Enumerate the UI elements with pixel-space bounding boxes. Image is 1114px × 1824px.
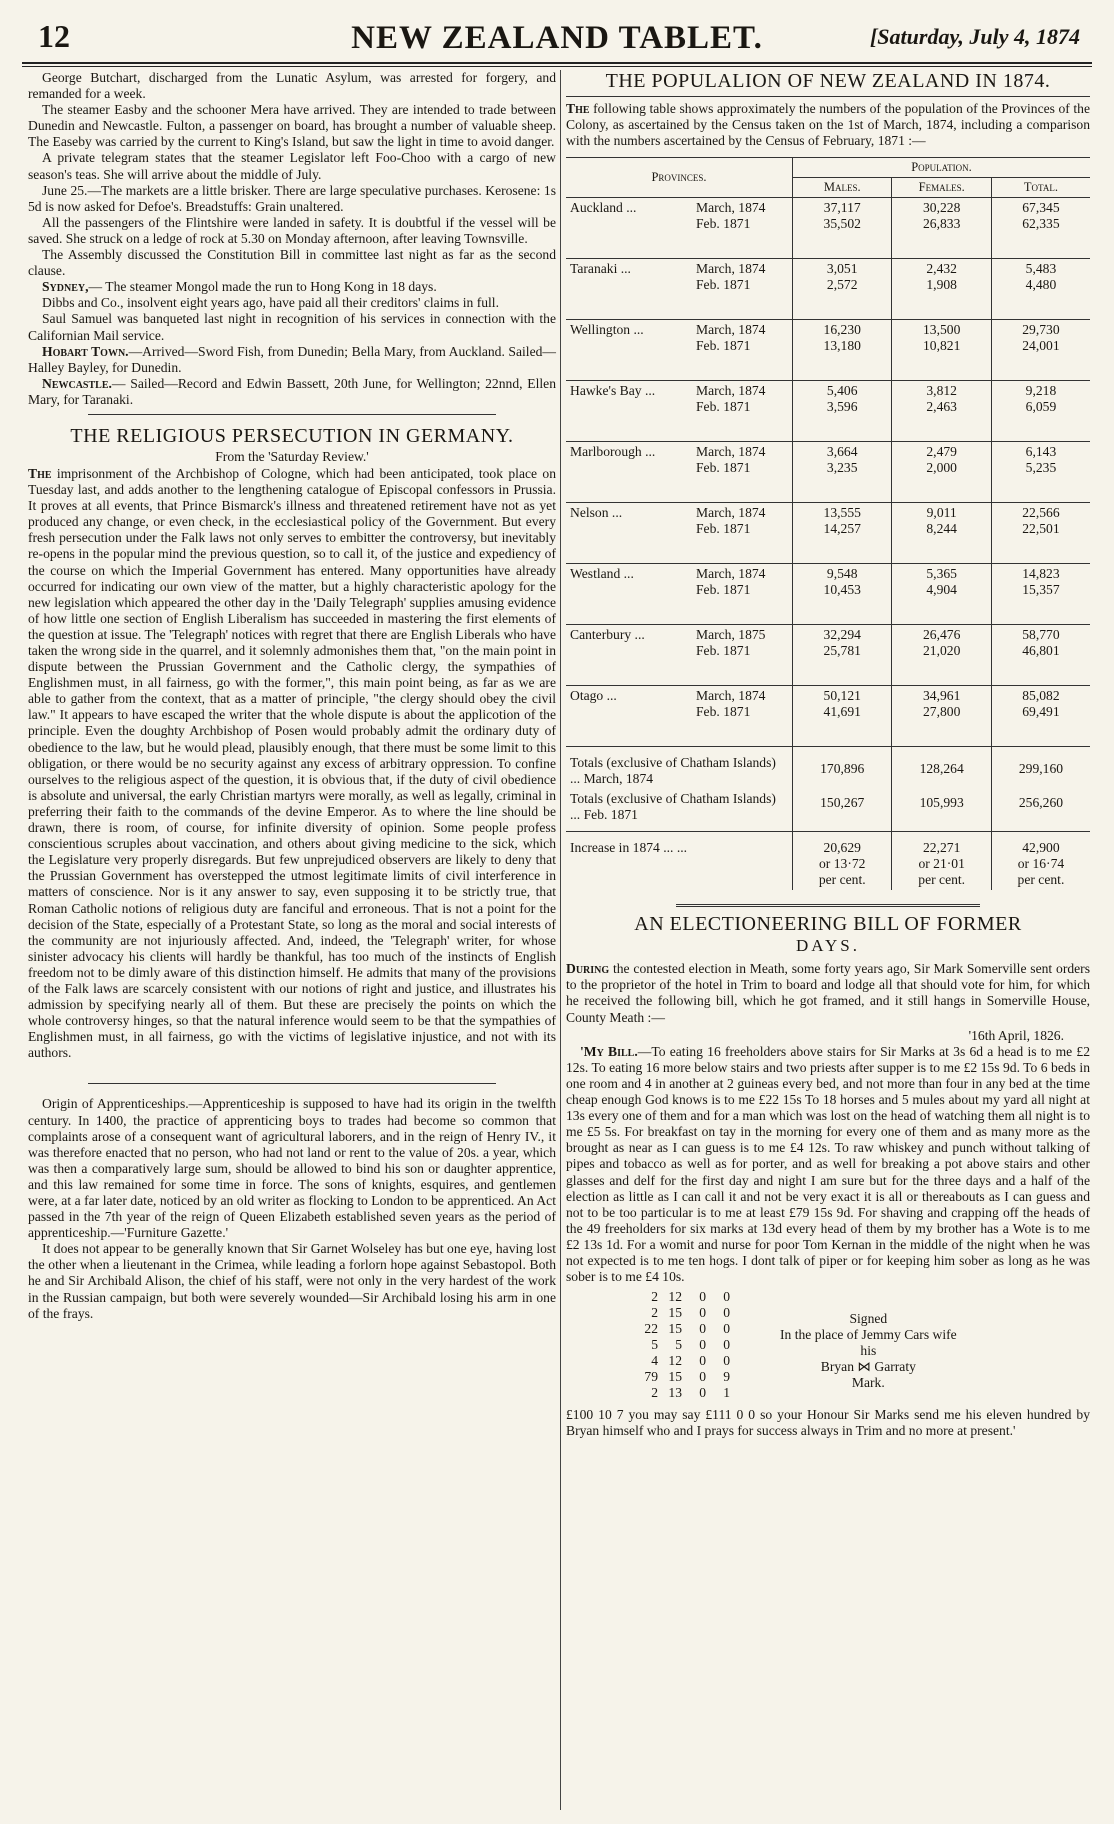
males-cell: 32,294 25,781: [793, 625, 892, 686]
province-row: [566, 259, 1090, 320]
population-intro: The following table shows approximately the numbers of the population of the Provinces of the Colony, as ascertained by the Census taken on the 1st of March, 1874, including a comparison with the numbers ascertained by the Census of February, 1871 :—: [566, 101, 1090, 149]
males-cell: 5,406 3,596: [793, 381, 892, 442]
news-item: A private telegram states that the steamer Legislator left Foo-Choo with a cargo of new season's teas. She will arrive about the middle of July.: [28, 150, 556, 182]
total-cell: 67,345 62,335: [991, 198, 1090, 259]
males-cell: 3,051 2,572: [793, 259, 892, 320]
dateline: Newcastle.: [42, 375, 112, 391]
right-column: [566, 70, 1090, 1439]
census-dates: March, 1874 Feb. 1871: [692, 320, 793, 381]
province-name: Taranaki ...: [566, 259, 692, 320]
total-cell: 14,823 15,357: [991, 564, 1090, 625]
paper-title: NEW ZEALAND TABLET.: [351, 20, 763, 56]
bill-closing: £100 10 7 you may say £111 0 0 so your Honour Sir Marks send me his eleven hundred by Bryan himself who and I prays for success always in Trim and no more at present.': [566, 1407, 1090, 1439]
masthead: [22, 18, 1092, 62]
news-item: The steamer Easby and the schooner Mera have arrived. They are intended to trade between Dunedin and Newcastle. Fulton, a passenger on board, has brought a number of valuable sheep. The Easeby was carried by the current to King's Island, but saw the light in time to avoid danger.: [28, 102, 556, 150]
page-number: 12: [38, 18, 70, 54]
males-cell: 50,121 41,691: [793, 686, 892, 747]
province-row: [566, 381, 1090, 442]
population-header: Population.: [793, 158, 1091, 178]
election-intro: During the contested election in Meath, some forty years ago, Sir Mark Somerville sent orders to the proprietor of the hotel in Trim to board and lodge all that should vote for him, for which he received the following bill, which he got framed, and it still hangs in Somerville House, County Meath :—: [566, 961, 1090, 1025]
article-heading: AN ELECTIONEERING BILL OF FORMER: [634, 913, 1022, 936]
census-dates: March, 1874 Feb. 1871: [692, 686, 793, 747]
bill-sum-line: 5 5 0 0: [651, 1337, 730, 1353]
article-heading-2: DAYS.: [796, 936, 860, 956]
signature-block: Signed In the place of Jemmy Cars wife his Bryan ⋈ Garraty Mark.: [780, 1311, 957, 1391]
column-rule: [560, 70, 561, 1810]
increase-row: Increase in 1874 ... ... 20,629 or 13·72 per cent. 22,271 or 21·01 per cent. 42,900 or 16·74 per cent.: [566, 832, 1090, 891]
province-row: [566, 686, 1090, 747]
section-rule: [88, 1083, 496, 1084]
article-source: From the 'Saturday Review.': [215, 448, 369, 464]
females-cell: 2,479 2,000: [892, 442, 991, 503]
article-wolseley: It does not appear to be generally known that Sir Garnet Wolseley has but one eye, having lost the other when a lieutenant in the Crimea, while leading a forlorn hope against Sebastopol. Both he and Sir Archibald Alison, the chief of his staff, were not only in the very hardest of the work in the Russian campaign, but both were severely wounded—Sir Archibald losing his arm in one of the frays.: [28, 1241, 556, 1321]
dateline: Sydney,: [42, 279, 89, 295]
census-dates: March, 1874 Feb. 1871: [692, 503, 793, 564]
province-row: [566, 503, 1090, 564]
bill-sum-line: 2 13 0 1: [651, 1385, 730, 1401]
census-table: [566, 157, 1090, 890]
news-item: Dibbs and Co., insolvent eight years ago, have paid all their creditors' claims in full.: [42, 295, 499, 311]
females-header: Females.: [892, 178, 991, 198]
masthead-rule: [22, 62, 1092, 67]
province-name: Westland ...: [566, 564, 692, 625]
census-dates: March, 1874 Feb. 1871: [692, 259, 793, 320]
census-dates: March, 1875 Feb. 1871: [692, 625, 793, 686]
province-row: [566, 564, 1090, 625]
dateline: Hobart Town.: [42, 343, 129, 359]
census-dates: March, 1874 Feb. 1871: [692, 564, 793, 625]
total-header: Total.: [991, 178, 1090, 198]
section-rule: [676, 904, 980, 907]
total-cell: 58,770 46,801: [991, 625, 1090, 686]
article-heading: THE RELIGIOUS PERSECUTION IN GERMANY.: [70, 424, 514, 447]
males-cell: 16,230 13,180: [793, 320, 892, 381]
totals-row-1871: Totals (exclusive of Chatham Islands) ... Feb. 1871 150,267 105,993 256,260: [566, 789, 1090, 832]
females-cell: 3,812 2,463: [892, 381, 991, 442]
bill-date: '16th April, 1826.: [968, 1027, 1064, 1043]
bill-sum-line: 79 15 0 9: [644, 1369, 730, 1385]
news-item-sydney: Sydney,— The steamer Mongol made the run to Hong Kong in 18 days.: [42, 279, 437, 295]
news-item-hobart: Hobart Town.—Arrived—Sword Fish, from Dunedin; Bella Mary, from Auckland. Sailed—Halley Bayley, for Dunedin.: [28, 343, 557, 375]
total-cell: 85,082 69,491: [991, 686, 1090, 747]
males-cell: 9,548 10,453: [793, 564, 892, 625]
total-cell: 22,566 22,501: [991, 503, 1090, 564]
males-cell: 3,664 3,235: [793, 442, 892, 503]
province-name: Nelson ...: [566, 503, 692, 564]
females-cell: 26,476 21,020: [892, 625, 991, 686]
males-cell: 13,555 14,257: [793, 503, 892, 564]
province-name: Wellington ...: [566, 320, 692, 381]
males-header: Males.: [793, 178, 892, 198]
news-item: George Butchart, discharged from the Lunatic Asylum, was arrested for forgery, and remanded for a week.: [28, 70, 556, 102]
bill-sum-line: 4 12 0 0: [651, 1353, 730, 1369]
females-cell: 13,500 10,821: [892, 320, 991, 381]
province-row: [566, 625, 1090, 686]
females-cell: 5,365 4,904: [892, 564, 991, 625]
females-cell: 30,228 26,833: [892, 198, 991, 259]
news-item: Saul Samuel was banqueted last night in recognition of his services in connection with the Californian Mail service.: [28, 311, 556, 343]
article-body: The imprisonment of the Archbishop of Cologne, which had been anticipated, took place on Tuesday last, and adds another to the lengthening catalogue of Episcopal confessors in Prussia. It proves at all events, that Prince Bismarck's illness and threatened retirement have not as yet produced any change, or even check, in the ecclesiastical policy of the Government. But every fresh persecution under the Falk laws not only serves to embitter the controversy, but inevitably re-opens in the popular mind the previous question, so to call it, of the justice and expediency of the course on which the Imperial Government has entered. Many opportunities have already occurred for indicating our own view of the matter, but a highly characteristic apology for the new legislation which appeared the other day in the 'Daily Telegraph' supplies amusing evidence of how little one section of English Liberalism has succeeded in mastering the first elements of the question at issue. The 'Telegraph' notices with regret that there are English Liberals who have taken the wrong side in the quarrel, and it solemnly admonishes them that, "on the main point in dispute between the Prussian Government and the Catholic clergy, the sympathies of Englishmen must, in all fairness, go with the former,", this main point being, as far as we are able to gather from the context, that as a matter of principle, "the clergy should obey the civil law." It appears to have escaped the writer that the whole dispute is about the applicotion of the principle. Even the doughty Archbishop of Posen would probably admit the ordinary duty of obedience to the law, but he would plead, plausibly enough, that there must be some limit to this obligation, or there would be no security against any excess of arbitrary oppression. To confine ourselves to the religious aspect of the question, it is obvious that, if the duty of civil obedience is absolute and universal, the early Christian martyrs were morally, as well as legally, criminal in preferring their faith to the commands of the devine Emperor. As to where the line should be drawn, there is room, of course, for infinite diversity of opinion. Some people profess conscientious scruples about vaccination, and others about giving medicine to the sick, which the Legislature very properly disregards. But few unprejudiced observers are likely to deny that the Prussian Government has overstepped the utmost legitimate limits of civil interference in matters of conscience. Nor is it any answer to say, even supposing it to be strictly true, that Roman Catholic notions of religious duty are fanciful and erroneous. That is not a point for the decision of the State, especially of a Protestant State, so long as the moral and social interests of the community are not injuriously affected. And, indeed, the 'Telegraph' writer, for whose sinister advocacy his clients will hardly be thankful, has too much of the instincts of English freedom not to be dimly aware of this distinction himself. He admits that many of the provisions of the Falk laws are scarcely consistent with our notions of right and justice, and illustrates his admission by specifying nearly all of them. But these are precisely the points on which the whole controversy hinges, so that the natural inference would seem to be that the sympathies of Englishmen must, in all fairness, go with the victims of legislative injustice, and not with its authors.: [28, 465, 556, 1061]
bill-sum-line: 2 15 0 0: [651, 1305, 730, 1321]
province-name: Marlborough ...: [566, 442, 692, 503]
issue-date: [Saturday, July 4, 1874: [869, 24, 1080, 49]
section-rule: [88, 414, 496, 415]
province-name: Canterbury ...: [566, 625, 692, 686]
province-name: Hawke's Bay ...: [566, 381, 692, 442]
females-cell: 34,961 27,800: [892, 686, 991, 747]
province-row: [566, 320, 1090, 381]
provinces-header: Provinces.: [566, 158, 793, 198]
males-cell: 37,117 35,502: [793, 198, 892, 259]
article-apprenticeships: Origin of Apprenticeships.—Apprenticeship is supposed to have had its origin in the twelfth century. In 1400, the practice of apprenticing boys to trades had become so common that complaints arose of a consequent want of agricultural laborers, and in the reign of Henry IV., it was therefore enacted that no person, who had not land or rent to the value of 20s. a year, which was then a comparatively large sum, should be allowed to bind his son or daughter apprentice, and this law remained for some time in force. The sons of knights, esquires, and gentlemen were, at a far later date, noticed by an old writer as flocking to London to be apprenticed. An Act passed in the 7th year of the reign of Queen Elizabeth established seven years as the period of apprenticeship.—'Furniture Gazette.': [28, 1096, 556, 1241]
census-dates: March, 1874 Feb. 1871: [692, 442, 793, 503]
news-item: All the passengers of the Flintshire were landed in safety. It is doubtful if the vessel will be saved. She struck on a ledge of rock at 5.30 on Monday afternoon, after leaving Townsville.: [28, 214, 556, 246]
census-dates: March, 1874 Feb. 1871: [692, 198, 793, 259]
females-cell: 2,432 1,908: [892, 259, 991, 320]
province-row: [566, 442, 1090, 503]
totals-row-1874: Totals (exclusive of Chatham Islands) ... March, 1874 170,896 128,264 299,160: [566, 747, 1090, 790]
total-cell: 9,218 6,059: [991, 381, 1090, 442]
left-column: [28, 70, 556, 1322]
news-item: The Assembly discussed the Constitution Bill in committee last night as far as the second clause.: [28, 247, 556, 279]
bill-sum-line: 22 15 0 0: [644, 1321, 730, 1337]
news-item-newcastle: Newcastle.— Sailed—Record and Edwin Bassett, 20th June, for Wellington; 22nnd, Ellen Mary, for Taranaki.: [28, 375, 556, 407]
news-item: June 25.—The markets are a little brisker. There are large speculative purchases. Kerosene: 1s 5d is now asked for Defoe's. Breadstuffs: Grain unaltered.: [28, 182, 556, 214]
bill-body: 'My Bill.—To eating 16 freeholders above stairs for Sir Marks at 3s 6d a head is to me £2 12s. To eating 16 more below stairs and two priests after supper is to me £2 15s 9d. To 6 beds in one room and 4 in another at 2 guineas every bed, and not more than four in any bed at the time cheap enough God knows is to me £22 15s To 18 horses and 5 mules about my yard all night at 13s every one of them and for a man which was lost on the head of watching them all night is to me £5 5s. For breakfast on tay in the morning for every one of them and as many more as the brought as near as I can guess is to me £4 12s. To raw whiskey and punch without talking of pipes and tobacco as well as for porter, and as well for breaking a pot above stairs and other glasses and delf for the first day and night I am sure but for the three days and a half of the election as little as I can call it and not be very exact it is all or thereabouts as I can guess and not to be too particular is to me at least £79 15s 9d. For shaving and crapping off the heads of the 49 freeholders for six marks at 13d every head of them by my brother has a Wote is to me £2 13s 1d. For a womit and nurse for poor Tom Kernan in the middle of the night when he was not expected is to me ten hogs. I dont talk of piper or for keeping him sober as long as he was sober is to me £4 10s.: [566, 1043, 1090, 1285]
article-heading: THE POPULALION OF NEW ZEALAND IN 1874.: [605, 70, 1051, 92]
bill-sum-line: 2 12 0 0: [651, 1289, 730, 1305]
total-cell: 5,483 4,480: [991, 259, 1090, 320]
province-name: Otago ...: [566, 686, 692, 747]
section-rule: [566, 96, 1090, 97]
females-cell: 9,011 8,244: [892, 503, 991, 564]
total-cell: 6,143 5,235: [991, 442, 1090, 503]
province-row: [566, 198, 1090, 259]
total-cell: 29,730 24,001: [991, 320, 1090, 381]
province-name: Auckland ...: [566, 198, 692, 259]
census-dates: March, 1874 Feb. 1871: [692, 381, 793, 442]
bill-footer: [566, 1289, 1090, 1407]
